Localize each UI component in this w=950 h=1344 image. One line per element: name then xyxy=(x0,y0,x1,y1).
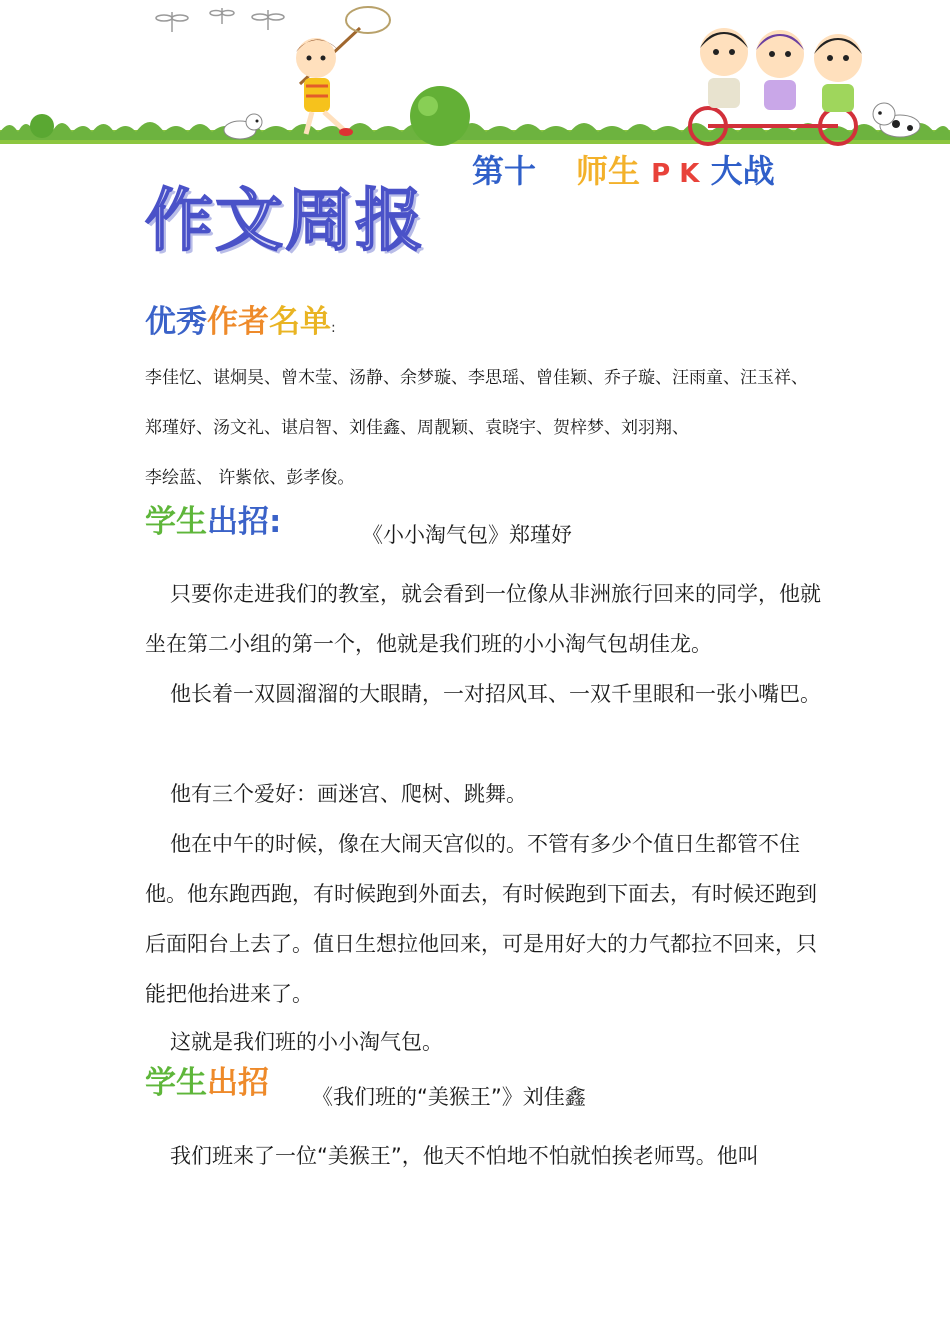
page-title: 作文周报 xyxy=(145,182,426,261)
issue-theme-part2: P K xyxy=(651,159,700,189)
essay2-section-heading: 学生出招 xyxy=(145,1065,269,1101)
essay1-paragraph-2: 他长着一双圆溜溜的大眼睛，一对招风耳、一双千里眼和一张小嘴巴。 xyxy=(170,682,821,706)
issue-number: 第十 xyxy=(472,152,537,190)
issue-theme-part3: 大战 xyxy=(710,152,775,190)
essay1-paragraph-3: 他有三个爱好：画迷宫、爬树、跳舞。 xyxy=(170,782,527,806)
essay1-paragraph-5: 这就是我们班的小小淘气包。 xyxy=(170,1030,443,1054)
bush-icon xyxy=(30,114,54,138)
issue-theme xyxy=(576,154,775,189)
issue-theme-part1: 师生 xyxy=(576,152,641,190)
kids-on-bike-illustration xyxy=(690,28,862,144)
essay1-paragraph-1: 只要你走进我们的教室，就会看到一位像从非洲旅行回来的同学，他就坐在第二小组的第一个，他就是我们班的小小淘气包胡佳龙。 xyxy=(145,582,821,656)
author-names-line-2: 郑瑾妤、汤文礼、谌启智、刘佳鑫、周靓颖、袁晓宇、贺梓梦、刘羽翔、 xyxy=(145,418,689,438)
authors-section-heading: 优秀作者名单: xyxy=(145,304,336,340)
essay2-paragraph-1: 我们班来了一位“美猴王”，他天不怕地不怕就怕挨老师骂。他叫 xyxy=(170,1144,759,1168)
essay2-title: 《我们班的“美猴王”》刘佳鑫 xyxy=(312,1085,586,1109)
author-names-line-3: 李绘蓝、 许紫依、彭孝俊。 xyxy=(145,468,355,488)
essay1-title: 《小小淘气包》郑瑾妤 xyxy=(362,523,572,547)
author-names-line-1: 李佳忆、谌炯昊、曾木莹、汤静、余梦璇、李思瑶、曾佳颖、乔子璇、汪雨童、汪玉祥、 xyxy=(145,368,808,388)
tree-icon xyxy=(410,86,470,146)
essay1-section-heading: 学生出招: xyxy=(145,504,282,540)
header-banner-illustration xyxy=(0,0,950,150)
essay1-paragraph-4: 他在中午的时候，像在大闹天宫似的。不管有多少个值日生都管不住他。他东跑西跑，有时候跑到外面去，有时候跑到下面去，有时候还跑到后面阳台上去了。值日生想拉他回来，可是用好大的力气都拉不回来，只能把他抬进来了。 xyxy=(145,832,817,1006)
